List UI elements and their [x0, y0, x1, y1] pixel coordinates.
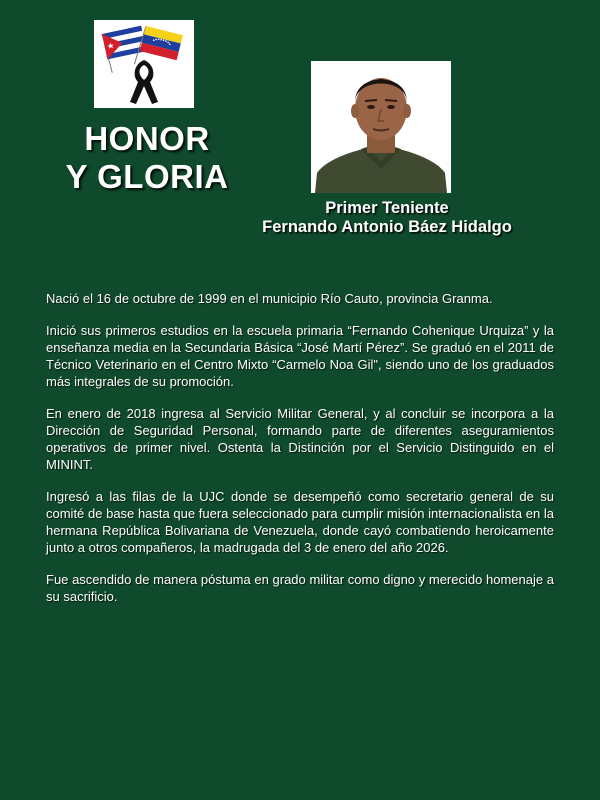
portrait-photo [311, 61, 451, 193]
honor-line-2: Y GLORIA [65, 158, 229, 195]
person-name: Fernando Antonio Báez Hidalgo [262, 218, 512, 236]
honor-heading [40, 120, 254, 196]
mourning-emblem [94, 20, 194, 108]
bio-paragraph-service: En enero de 2018 ingresa al Servicio Militar General, y al concluir se incorpora a la Dirección de Seguridad Personal, formando parte de diferentes aseguramientos operativos de primer nivel. Ostenta la Distinción por el Servicio Distinguido en el MININT. [46, 406, 554, 472]
bio-paragraph-mission: Ingresó a las filas de la UJC donde se desempeñó como secretario general de su comité de base hasta que fuera seleccionado para cumplir misión internacionalista en la hermana República Bolivariana de Venezuela, donde cayó combatiendo heroicamente junto a otros compañeros, la madrugada del 3 de enero del año 2026. [46, 489, 554, 555]
mourning-ribbon-icon [130, 60, 158, 104]
soldier-portrait-icon [311, 61, 451, 193]
bio-paragraph-birth: Nació el 16 de octubre de 1999 en el municipio Río Cauto, provincia Granma. [46, 291, 493, 306]
bio-paragraph-promotion: Fue ascendido de manera póstuma en grado militar como digno y merecido homenaje a su sacrificio. [46, 572, 554, 604]
flags-ribbon-graphic [94, 20, 194, 108]
bio-paragraph-education: Inició sus primeros estudios en la escuela primaria “Fernando Cohenique Urquiza” y la enseñanza media en la Secundaria Básica “José Martí Pérez”. Se graduó en el 2011 de Técnico Veterinario en el Centro Mixto “Carmelo Noa Gil", siendo uno de los graduados más integrales de su promoción. [46, 323, 554, 389]
rank-label: Primer Teniente [325, 199, 449, 217]
rank-name-block [200, 199, 574, 237]
biography [46, 290, 554, 620]
honor-line-1: HONOR [84, 120, 210, 157]
